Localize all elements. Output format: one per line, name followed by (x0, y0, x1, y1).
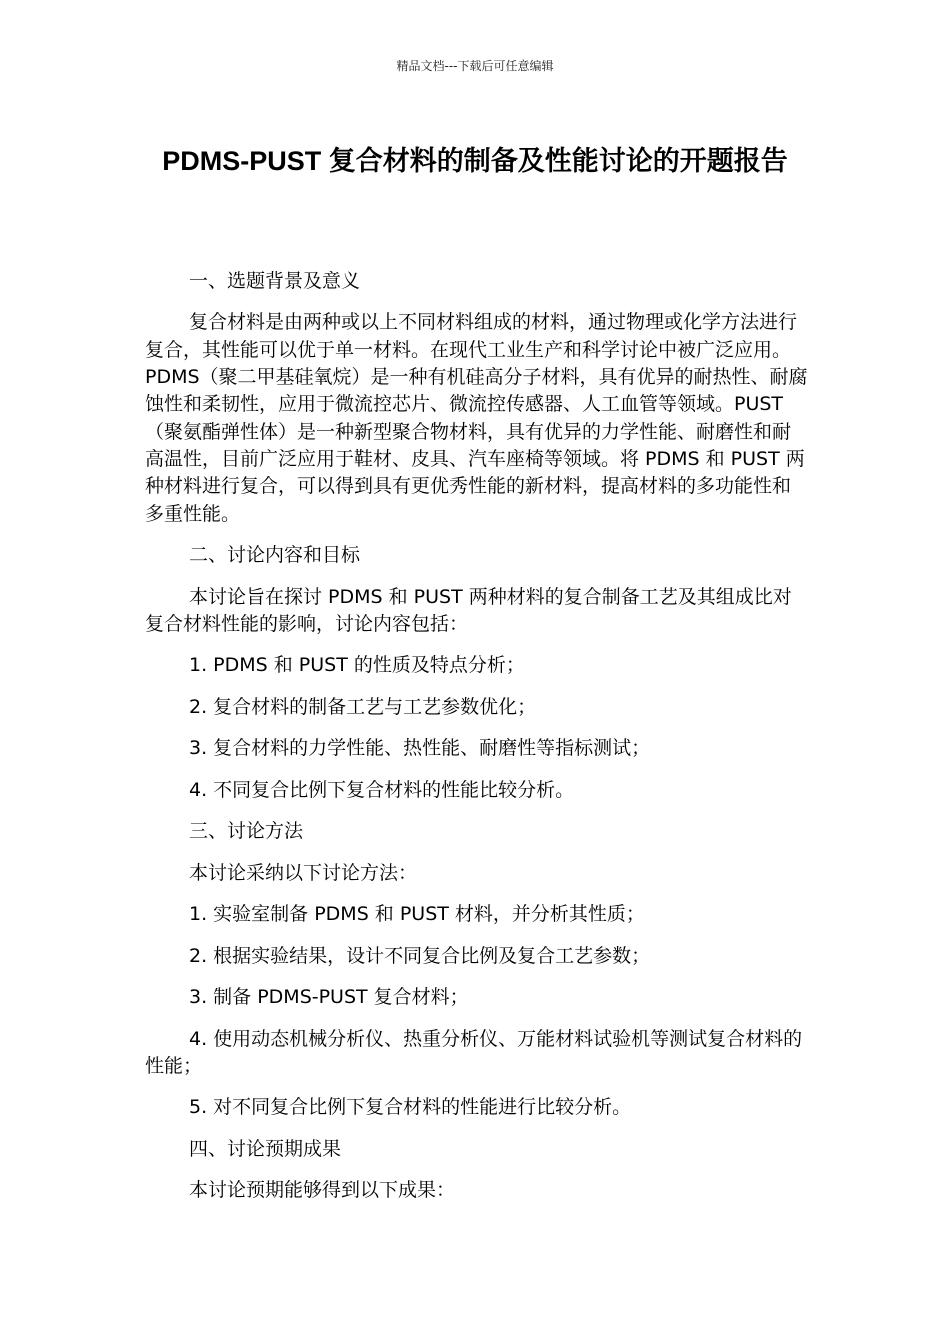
list-item-method-2: 2. 根据实验结果，设计不同复合比例及复合工艺参数； (189, 944, 651, 967)
section-heading-background: 一、选题背景及意义 (189, 270, 361, 292)
list-item-content-2: 2. 复合材料的制备工艺与工艺参数优化； (189, 695, 537, 718)
section-heading-methods: 三、讨论方法 (189, 820, 304, 843)
list-item-method-4: 4. 使用动态机械分析仪、热重分析仪、万能材料试验机等测试复合材料的性能； (145, 1027, 803, 1077)
list-item-content-3: 3. 复合材料的力学性能、热性能、耐磨性等指标测试； (189, 737, 651, 760)
paragraph-content-intro: 本讨论旨在探讨 PDMS 和 PUST 两种材料的复合制备工艺及其组成比对复合材料性能的影响，讨论内容包括： (145, 585, 792, 635)
list-item-method-1: 1. 实验室制备 PDMS 和 PUST 材料，并分析其性质； (189, 903, 645, 926)
list-item-method-3: 3. 制备 PDMS-PUST 复合材料； (189, 986, 469, 1009)
section-heading-outcomes: 四、讨论预期成果 (189, 1137, 342, 1160)
list-item-method-5: 5. 对不同复合比例下复合材料的性能进行比较分析。 (189, 1096, 632, 1119)
list-item-content-4: 4. 不同复合比例下复合材料的性能比较分析。 (189, 778, 575, 801)
paragraph-background: 复合材料是由两种或以上不同材料组成的材料，通过物理或化学方法进行复合，其性能可以优于单一材料。在现代工业生产和科学讨论中被广泛应用。PDMS（聚二甲基硅氧烷）是一种有机硅高分子材料，具有优异的耐热性、耐腐蚀性和柔韧性，应用于微流控芯片、微流控传感器、人工血管等领域。PUST（聚氨酯弹性体）是一种新型聚合物材料，具有优异的力学性能、耐磨性和耐高温性，目前广泛应用于鞋材、皮具、汽车座椅等领域。将 PDMS 和 PUST 两种材料进行复合，可以得到具有更优秀性能的新材料，提高材料的多功能性和多重性能。 (145, 311, 808, 525)
paragraph-methods-intro: 本讨论采纳以下讨论方法： (189, 861, 418, 884)
document-body (145, 268, 809, 1219)
header-note: 精品文档---下载后可任意编辑 (396, 59, 554, 73)
section-heading-content: 二、讨论内容和目标 (189, 544, 361, 567)
document-title: PDMS-PUST 复合材料的制备及性能讨论的开题报告 (162, 146, 788, 176)
paragraph-outcomes-intro: 本讨论预期能够得到以下成果： (189, 1179, 456, 1202)
list-item-content-1: 1. PDMS 和 PUST 的性质及特点分析； (189, 654, 525, 677)
